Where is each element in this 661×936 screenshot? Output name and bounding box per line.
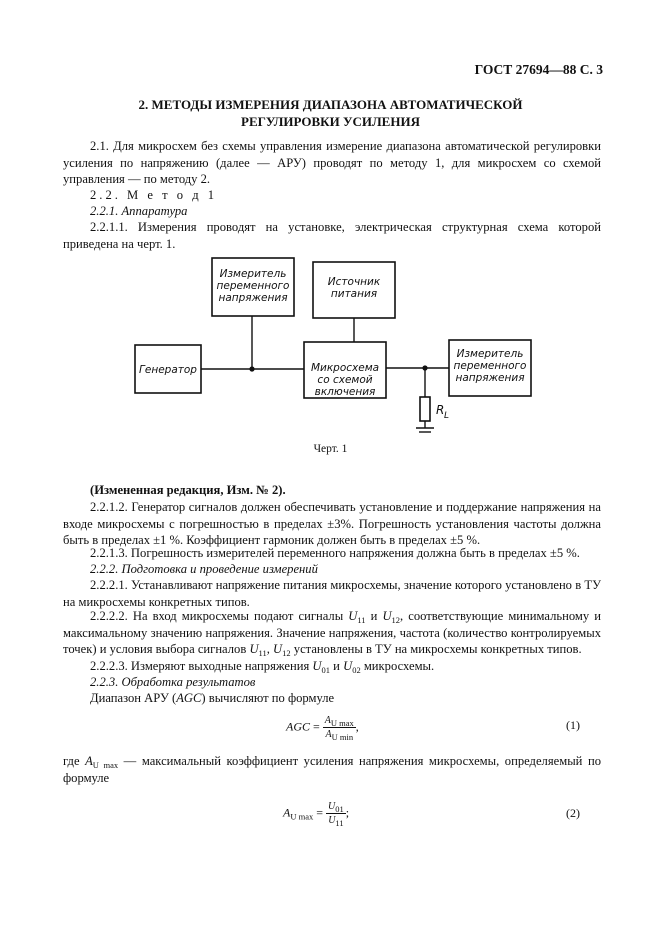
meter-2-label-3: напряжения <box>455 372 525 384</box>
resistor-subscript: L <box>444 411 450 421</box>
meter-2-label-1: Измеритель <box>456 348 524 360</box>
formula-1: AGC = $\frac{A_{U max}}{A_{U min}}$ , <box>286 715 359 742</box>
paragraph-2-2-1: 2.2.1. Аппаратура <box>90 204 188 218</box>
where-definition: где $A_{U max}$ — максимальный коэффициент усиления напряжения микросхемы, определяемый по формуле <box>63 754 601 785</box>
paragraph-2-2-2: 2.2.2. Подготовка и проведение измерений <box>90 562 318 576</box>
junction-dot-2 <box>422 365 427 370</box>
title-line-2: РЕГУЛИРОВКИ УСИЛЕНИЯ <box>241 114 420 129</box>
paragraph-2-2-1-2: 2.2.1.2. Генератор сигналов должен обеспечивать установление и поддержание напряжения на входе микросхемы с погрешностью в пределах ±3%. Погрешность установления частоты должна быть в пределах ±1 %. Коэффициент гармоник должен быть в пределах ±5 %. <box>63 500 601 547</box>
equation-number-1: (1) <box>566 718 580 732</box>
equation-number-2: (2) <box>566 806 580 820</box>
formula-2-fraction: $\frac{U_{01}}{U_{11}}$ <box>328 801 344 828</box>
paragraph-2-2-1-1: 2.2.1.1. Измерения проводят на установке, электрическая структурная схема которой приведена на черт. 1. <box>63 220 601 251</box>
formula-2: $A_{U max}$ = $\frac{U_{01}}{U_{11}}$ ; <box>283 801 350 828</box>
meter-1-label-2: переменного <box>216 280 290 292</box>
resistor-symbol <box>420 397 430 421</box>
generator-label: Генератор <box>139 364 197 376</box>
method-heading: 2.2. М е т о д 1 <box>90 188 218 202</box>
power-label-1: Источник <box>327 276 381 288</box>
formula-1-fraction: $\frac{A_{U max}}{A_{U min}}$ <box>324 715 354 742</box>
amendment-note: (Измененная редакция, Изм. № 2). <box>90 483 286 497</box>
chip-label-1: Микросхема <box>310 362 380 374</box>
structural-diagram <box>0 0 661 460</box>
meter-2-label-2: переменного <box>453 360 527 372</box>
title-line-1: 2. МЕТОДЫ ИЗМЕРЕНИЯ ДИАПАЗОНА АВТОМАТИЧЕСКОЙ <box>138 97 523 112</box>
paragraph-2-2-1-3: 2.2.1.3. Погрешность измерителей переменного напряжения должна быть в пределах ±5 %. <box>90 546 580 560</box>
chip-label-2: со схемой <box>317 374 373 386</box>
paragraph-2-2-2-3: 2.2.2.3. Измеряют выходные напряжения $U_{01}$ и $U_{02}$ микросхемы. <box>90 659 435 675</box>
paragraph-2-1: 2.1. Для микросхем без схемы управления измерение диапазона автоматической регулировки усиления по напряжению (далее — АРУ) проводят по методу 1, для микросхем со схемой управления — по методу 2. <box>63 139 601 186</box>
paragraph-agc: Диапазон АРУ (AGC) вычисляют по формуле <box>90 691 335 705</box>
paragraph-2-2-2-2: 2.2.2.2. На вход микросхемы подают сигналы $U_{11}$ и $U_{12}$, соответствующие минимальному и максимальному значению напряжения. Значение напряжения, частота (количество контролируемых точек) и условия выбора сигналов $U_{11}$, $U_{12}$ установлены в ТУ на микросхемы конкретных типов. <box>63 609 601 658</box>
meter-1-label-3: напряжения <box>218 292 288 304</box>
resistor-label: R <box>436 403 445 417</box>
chip-label-3: включения <box>314 386 376 398</box>
paragraph-2-2-2-1: 2.2.2.1. Устанавливают напряжение питания микросхемы, значение которого установлено в ТУ на микросхемы конкретных типов. <box>63 578 601 609</box>
figure-caption: Черт. 1 <box>313 443 348 455</box>
page-header: ГОСТ 27694—88 С. 3 <box>474 62 603 77</box>
paragraph-2-2-3: 2.2.3. Обработка результатов <box>90 675 256 689</box>
meter-1-label-1: Измеритель <box>219 268 287 280</box>
junction-dot-1 <box>249 366 254 371</box>
power-label-2: питания <box>330 288 378 300</box>
